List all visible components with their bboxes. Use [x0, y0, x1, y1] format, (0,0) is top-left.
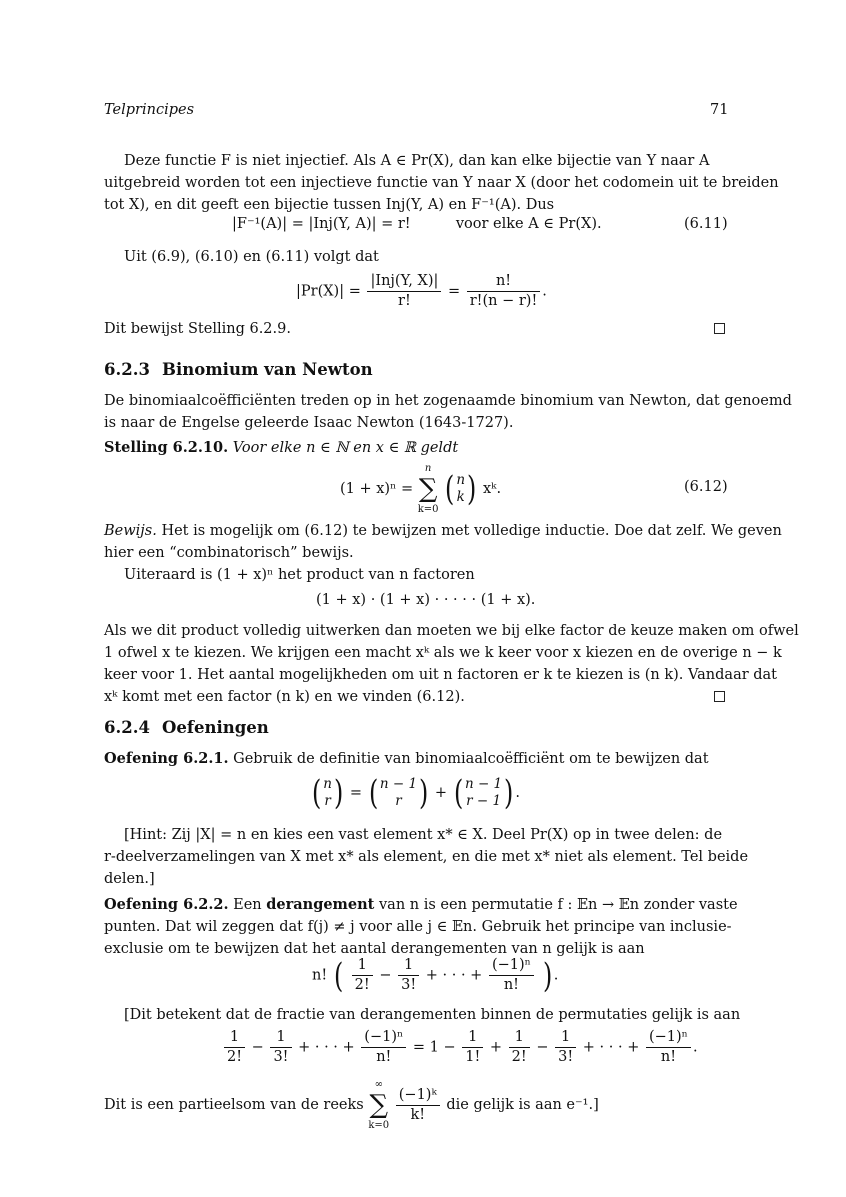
paragraph-line: Als we dit product volledig uitwerken dan moeten we bij elke factor de keuze maken om ofwel — [104, 623, 799, 639]
theorem-label: Stelling 6.2.10. — [104, 439, 229, 456]
paragraph-line: Bewijs. Het is mogelijk om (6.12) te bewijzen met volledige inductie. Doe dat zelf. We geven — [104, 523, 782, 539]
equation-number: (6.12) — [684, 479, 728, 495]
derangement-formula: n! ( $\frac{1}{2!}$ − $\frac{1}{3!}$ + · · · + $\frac{\text{(−1)ⁿ}}{n!}$ ) . — [312, 955, 559, 996]
paragraph-line: Dit bewijst Stelling 6.2.9. — [104, 321, 291, 337]
paragraph-line: punten. Dat wil zeggen dat f(j) ≠ j voor alle j ∈ 𝔼n. Gebruik het principe van inclusie- — [104, 919, 732, 935]
proof-label: Bewijs. — [104, 523, 157, 539]
equation-lhs: (1 + x)ⁿ = — [340, 481, 414, 497]
summation: ∞ ∑ k=0 — [368, 1079, 390, 1131]
exercise-statement: Oefening 6.2.2. Een derangement van n is een permutatie f : 𝔼n → 𝔼n zonder vaste — [104, 896, 738, 913]
paragraph-line: hier een “combinatorisch” bewijs. — [104, 545, 354, 561]
paragraph-line: De binomiaalcoëfficiënten treden op in het zogenaamde binomium van Newton, dat genoemd — [104, 393, 792, 409]
paragraph-line: is naar de Engelse geleerde Isaac Newton (1643-1727). — [104, 415, 514, 431]
equation-condition: voor elke A ∈ Pr(X). — [455, 216, 602, 232]
qed-box-icon — [714, 323, 725, 334]
theorem-statement — [104, 437, 458, 459]
section-heading: 6.2.4 Oefeningen — [104, 718, 269, 737]
paragraph-line: Deze functie F is niet injectief. Als A ∈ Pr(X), dan kan elke bijectie van Y naar A — [124, 153, 710, 169]
paragraph-line: uitgebreid worden tot een injectieve functie van Y naar X (door het codomein uit te breiden — [104, 175, 779, 191]
product-equation: (1 + x) · (1 + x) · · · · · (1 + x). — [316, 592, 536, 608]
paragraph-line: [Hint: Zij |X| = n en kies een vast element x* ∈ X. Deel Pr(X) op in twee delen: de — [124, 827, 723, 843]
series-identity: $\frac{1}{2!}$ − $\frac{1}{3!}$ + · · · + $\frac{\text{(−1)ⁿ}}{n!}$ = 1 − $\frac{1}{1!}$ + $\frac{1}{2!}$ − $\frac{1}{3!}$ + · · · + $\frac{\text{(−1)ⁿ}}{n!}$ . — [222, 1028, 698, 1067]
equation-tail: xᵏ. — [483, 481, 502, 497]
binomial-identity: ( n r ) = ( n − 1 r ) + ( n − 1 r − 1 ) . — [311, 773, 521, 813]
series-sentence: Dit is een partieelsom van de reeks ∞ ∑ k=0 $\frac{\text{(−1)ᵏ}}{k!}$ die gelijk is aan e⁻¹.] — [104, 1079, 599, 1131]
exercise-statement: Oefening 6.2.1. Gebruik de definitie van binomiaalcoëfficiënt om te bewijzen dat — [104, 750, 709, 767]
paragraph-line: [Dit betekent dat de fractie van derangementen binnen de permutaties gelijk is aan — [124, 1007, 741, 1023]
paragraph-line: keer voor 1. Het aantal mogelijkheden om uit n factoren er k te kiezen is (n k). Vandaar dat — [104, 667, 778, 683]
paragraph-line: delen.] — [104, 871, 155, 887]
equation-number: (6.11) — [684, 216, 728, 232]
equation-pr: |Pr(X)| = $\frac{\text{|Inj(Y, X)|}}{r!}$ = $\frac{n!}{r!(n - r)!}$ . — [296, 273, 547, 309]
paragraph-line: 1 ofwel x te kiezen. We krijgen een macht xᵏ als we k keer voor x kiezen en de overige n − k — [104, 645, 782, 661]
exercise-label: Oefening 6.2.2. — [104, 896, 229, 913]
paragraph-line: Uiteraard is (1 + x)ⁿ het product van n factoren — [124, 567, 475, 583]
theorem-text: Voor elke n ∈ ℕ en x ∈ ℝ geldt — [232, 440, 459, 456]
summation: n ∑ k=0 — [417, 463, 439, 515]
exercise-label: Oefening 6.2.1. — [104, 750, 229, 767]
paragraph-line: tot X), en dit geeft een bijectie tussen Inj(Y, A) en F⁻¹(A). Dus — [104, 197, 555, 213]
fraction: $\frac{n!}{r!(n - r)!}$ — [467, 272, 541, 311]
paragraph-line: exclusie om te bewijzen dat het aantal derangementen van n gelijk is aan — [104, 941, 645, 957]
binomial: n k — [456, 472, 466, 505]
section-heading: 6.2.3 Binomium van Newton — [104, 360, 373, 379]
equation-6-12: (1 + x)ⁿ = n ∑ k=0 ( n k ) xᵏ. — [340, 463, 502, 515]
paragraph-line: r-deelverzamelingen van X met x* als element, en die met x* niet als element. Tel beide — [104, 849, 749, 865]
fraction: $\frac{\text{|Inj(Y, X)|}}{r!}$ — [367, 272, 441, 311]
paragraph-line: xᵏ komt met een factor (n k) en we vinden (6.12). — [104, 689, 465, 705]
equation-lhs: |Pr(X)| = — [296, 283, 361, 300]
qed-box-icon — [714, 691, 725, 702]
equation-6-11 — [232, 216, 602, 232]
equation-lhs: |F⁻¹(A)| = |Inj(Y, A)| = r! — [232, 216, 411, 232]
page-number: 71 — [710, 102, 729, 118]
paragraph-line: Uit (6.9), (6.10) en (6.11) volgt dat — [124, 249, 379, 265]
running-title: Telprincipes — [104, 102, 195, 118]
